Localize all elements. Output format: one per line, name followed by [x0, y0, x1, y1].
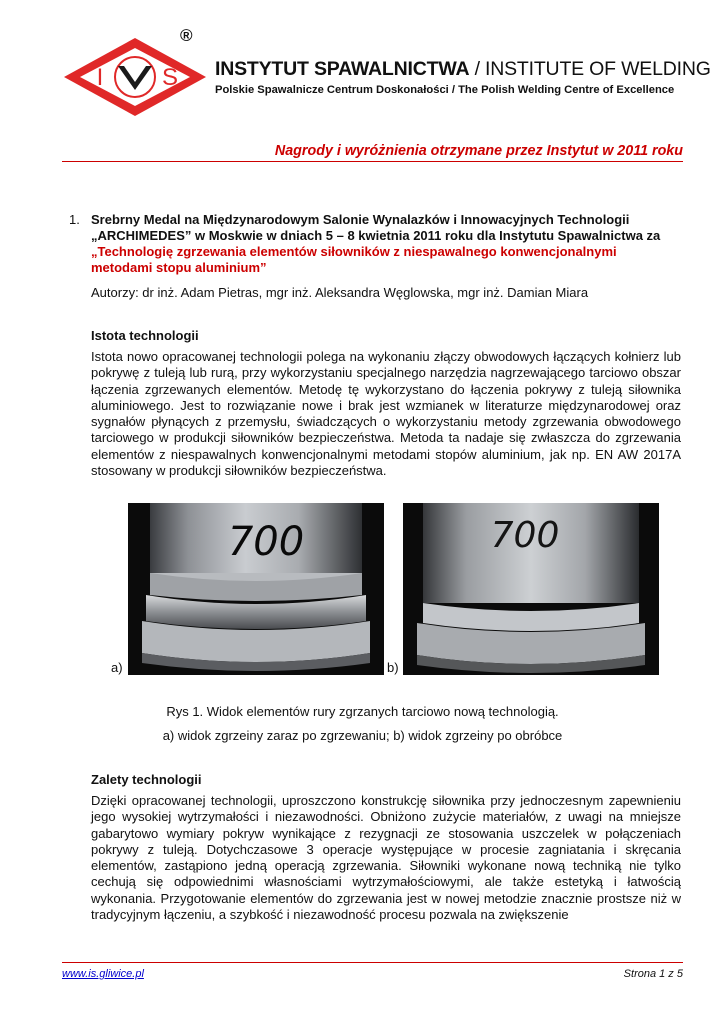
- photo-b-marking: 700: [490, 515, 560, 556]
- item-title-line-2: „ARCHIMEDES” w Moskwie w dniach 5 – 8 kwietnia 2011 roku dla Instytutu Spawalnictwa za: [91, 228, 661, 243]
- figure-caption-line-1: Rys 1. Widok elementów rury zgrzanych tarciowo nową technologią.: [166, 704, 559, 719]
- page-number: Strona 1 z 5: [623, 968, 683, 980]
- heading-divider: [62, 161, 683, 162]
- section-heading-essence: Istota technologii: [91, 328, 199, 343]
- photo-weld-after-machining: [403, 503, 659, 675]
- photo-a-marking: 700: [227, 519, 305, 565]
- item-title-red-line-1: „Technologię zgrzewania elementów siłowników z niespawalnego konwencjonalnymi: [91, 244, 617, 259]
- authors: Autorzy: dr inż. Adam Pietras, mgr inż. Aleksandra Węglowska, mgr inż. Damian Miara: [91, 285, 589, 300]
- photo-weld-after-welding: [128, 503, 384, 675]
- website-link[interactable]: www.is.gliwice.pl: [62, 968, 144, 980]
- section-text-advantages: Dzięki opracowanej technologii, uproszczono konstrukcję siłownika przy jednoczesnym zapewnieniu jego wysokiej wytrzymałości i niezawodności. Obniżono zużycie materiałów, z uwagi na mniejsze gabarytowo wymiary pokryw wynikające z rezygnacji ze stosowania uszczelek w połączeniach pokrywy z tuleją. Dotychczasowe 3 operacje występujące w procesie zagniatania i skręcania elementów, zastąpiono jedną operacją zgrzewania. Siłowniki wykonane nową techniką nie tylko cechują się odpowiednimi własnościami wytrzymałościowymi, ale także estetyką i łatwością wykonania. Przygotowanie elementów do zgrzewania jest w nowej metodzie znacznie prostsze niż w tradycyjnym łączeniu, a szybkość i niezawodność procesu pozwala na zwiększenie: [91, 793, 681, 923]
- photo-label-b: b): [387, 660, 399, 675]
- footer-divider: [62, 962, 683, 963]
- institute-title: [215, 58, 711, 81]
- item-title: [91, 212, 681, 276]
- section-text-essence: Istota nowo opracowanej technologii polega na wykonaniu złączy obwodowych łączących kołnierz lub pokrywę z tuleją lub rurą, przy wykorzystaniu specjalnego narzędzia nagrzewającego tarciowo obszar łączenia zgrzewanych elementów. Metodę tę wykorzystano do łączenia pokrywy z tuleją siłownika aluminiowego. Jest to rozwiązanie nowe i brak jest wzmianek w literaturze międzynarodowej oraz sygnałów płynących z przemysłu, świadczących o wykorzystaniu metody zgrzewania obwodowego tarciowego w produkcji siłowników bezpieczeństwa. Metoda ta nadaje się zwłaszcza do zgrzewania elementów z niespawalnych konwencjonalnymi metodami stopów aluminium, jak np. EN AW 2017A stosowany w produkcji siłowników bezpieczeństwa.: [91, 349, 681, 479]
- page-header: [62, 26, 711, 130]
- page-heading: Nagrody i wyróżnienia otrzymane przez Instytut w 2011 roku: [274, 143, 683, 159]
- institute-title-en: / INSTITUTE OF WELDING: [469, 58, 711, 80]
- registered-mark: ®: [180, 26, 193, 45]
- logo-letter-i: I: [96, 64, 104, 91]
- institute-subtitle: Polskie Spawalnicze Centrum Doskonałości / The Polish Welding Centre of Excellence: [215, 84, 675, 96]
- logo-letter-s: S: [161, 64, 179, 91]
- section-heading-advantages: Zalety technologii: [91, 772, 202, 787]
- item-title-red-line-2: metodami stopu aluminium”: [91, 260, 267, 275]
- institute-logo: [62, 36, 208, 118]
- item-number: 1.: [69, 212, 80, 227]
- photo-label-a: a): [111, 660, 123, 675]
- item-title-line-1: Srebrny Medal na Międzynarodowym Salonie Wynalazków i Innowacyjnych Technologii: [91, 212, 630, 227]
- institute-title-pl: INSTYTUT SPAWALNICTWA: [215, 58, 470, 80]
- figure-caption-line-2: a) widok zgrzeiny zaraz po zgrzewaniu; b) widok zgrzeiny po obróbce: [162, 728, 563, 743]
